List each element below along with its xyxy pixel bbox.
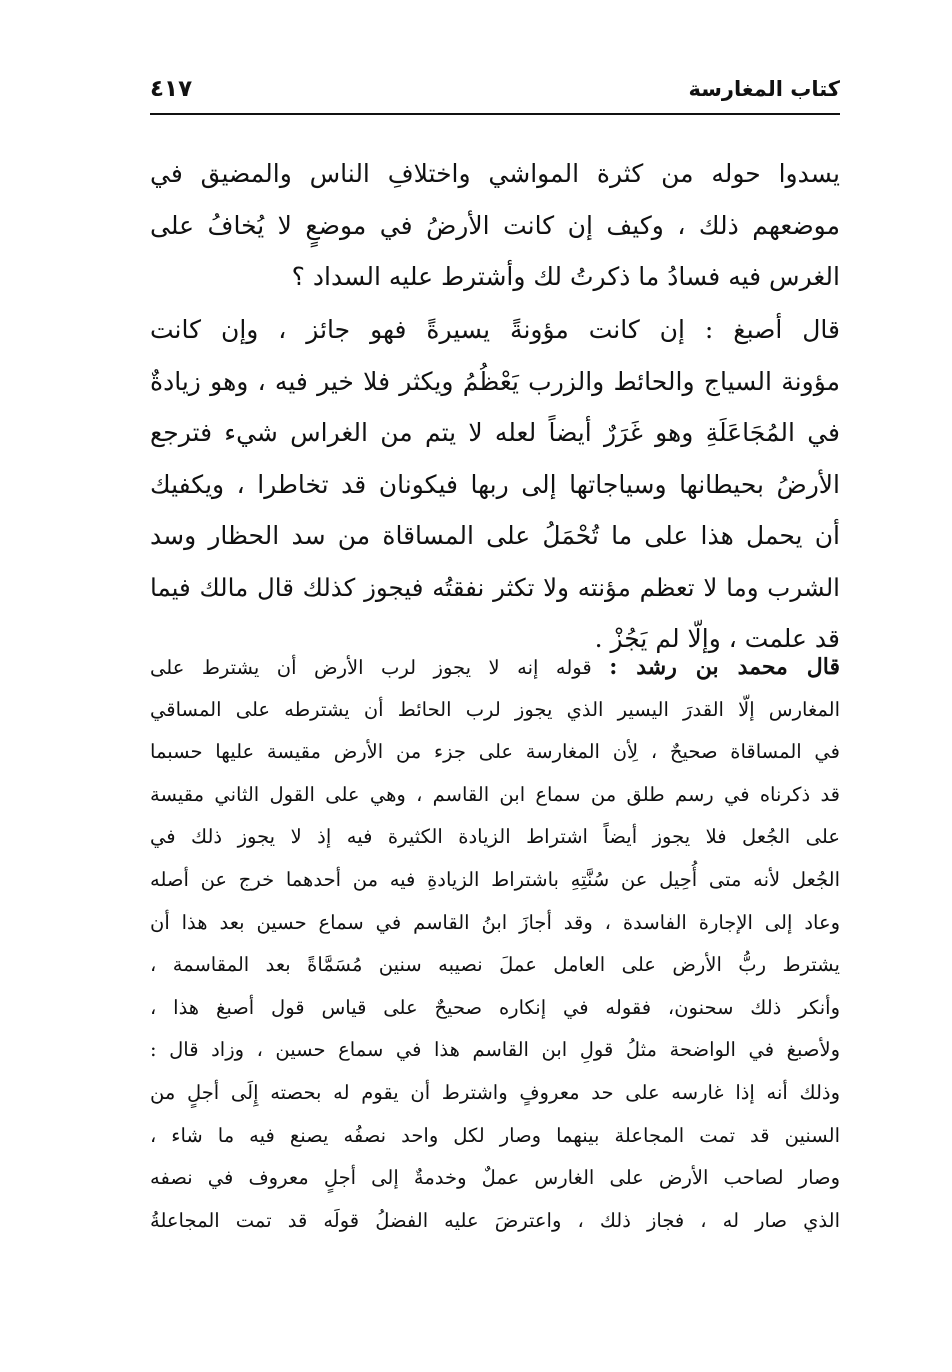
text-line: على الجُعل فلا يجوز أيضاً اشتراط الزيادة الكثيرة فيه إذ لا يجوز ذلك في [150, 825, 840, 849]
text-line: الشرب وما لا تعظم مؤنته ولا تكثر نفقتُه فيجوز كذلك قال مالك فيما [150, 572, 840, 602]
text-line: في المساقاة صحيحٌ ، لِأن المغارسة على جزء من الأرض مقيسة عليها حسبما [150, 740, 840, 764]
text-line: السنين قد تمت المجاعلة بينهما وصار لكل واحد نصفُه يصنع فيه ما شاء ، [150, 1123, 840, 1147]
text-line: أن يحمل هذا على ما تُحْمَلُ على المساقاة من سد الحظار وسد [150, 521, 840, 550]
text-line: ولأصبغ في الواضحة مثلُ قولِ ابن القاسم هذا في سماع حسين ، وزاد قال : [150, 1038, 840, 1062]
text-line: في المُجَاعَلَةِ وهو غَرَرٌ أيضاً لعله لا يتم من الغراس شيء فترجع [150, 418, 840, 447]
text-line: وذلك أنه إذا غارسه على حد معروفٍ واشترط أن يقوم له بحصته إِلَى أجلٍ من [150, 1080, 840, 1104]
text-line [150, 646, 840, 689]
header-rule [150, 113, 840, 115]
speaker-name: قال محمد بن رشد : [609, 654, 840, 680]
text-line: وصار لصاحب الأرض على الغارس عملٌ وخدمةٌ إلى أجلٍ معروف في نصفه [150, 1166, 840, 1190]
text-fragment: قوله إنه لا يجوز لرب الأرض أن يشترط على [150, 656, 592, 679]
text-line: الجُعل لأنه متى أُحِيل عن سُنَّتِهِ باشتراط الزيادةِ فيه من أحدهما خرج عن أصله [150, 867, 840, 891]
book-title: كتاب المغارسة [688, 77, 840, 101]
paragraph-asbagh-answer [150, 304, 840, 665]
text-line: يسدوا حوله من كثرة المواشي واختلافِ الناس والمضيق في [150, 159, 840, 188]
text-line: الذي صار له ، فجاز ذلك ، واعترضَ عليه الفضلُ قولَه قد تمت المجاعلةُ [150, 1208, 840, 1232]
page-number: ٤١٧ [150, 76, 193, 102]
text-line: قال أصبغ : إن كانت مؤونةً يسيرةً فهو جائز ، وإن كانت [150, 315, 840, 344]
text-line: موضعهم ذلك ، وكيف إن كانت الأرضُ في موضعٍ لا يُخافُ على [150, 210, 840, 240]
text-line: المغارس إلّا القدرَ اليسير الذي يجوز لرب الحائط أن يشترطه على المساقي [150, 697, 840, 721]
text-line: قد علمت ، وإلّا لم يَجُزْ . [594, 624, 840, 653]
running-head [150, 72, 840, 112]
text-line: قد ذكرناه في رسم طلق من سماع ابن القاسم ، وهي على القول الثاني مقيسة [150, 782, 840, 806]
text-line: الغرس فيه فسادُ ما ذكرتُ لك وأشترط عليه السداد ؟ [291, 262, 840, 291]
paragraph-question [150, 148, 840, 303]
text-line: وأنكر ذلك سحنون، فقوله في إنكاره صحيحٌ على قياس قول أصبغ هذا ، [150, 995, 840, 1019]
text-line: يشترط ربُّ الأرض على العامل عملَ نصيبه سنين مُسَمَّاةً بعد المقاسمة ، [150, 953, 840, 977]
paragraph-ibn-rushd-commentary [150, 646, 840, 1242]
text-line: وعاد إلى الإجارة الفاسدة ، وقد أجازَ ابنُ القاسم في سماع حسين بعد هذا أن [150, 910, 840, 934]
text-line: الأرضُ بحيطانها وسياجاتها إلى ربها فيكونان قد تخاطرا ، ويكفيك [150, 469, 840, 499]
text-line: مؤونة السياج والحائط والزرب يَعْظُمُ ويكثر فلا خير فيه ، وهو زيادةٌ [150, 366, 840, 396]
